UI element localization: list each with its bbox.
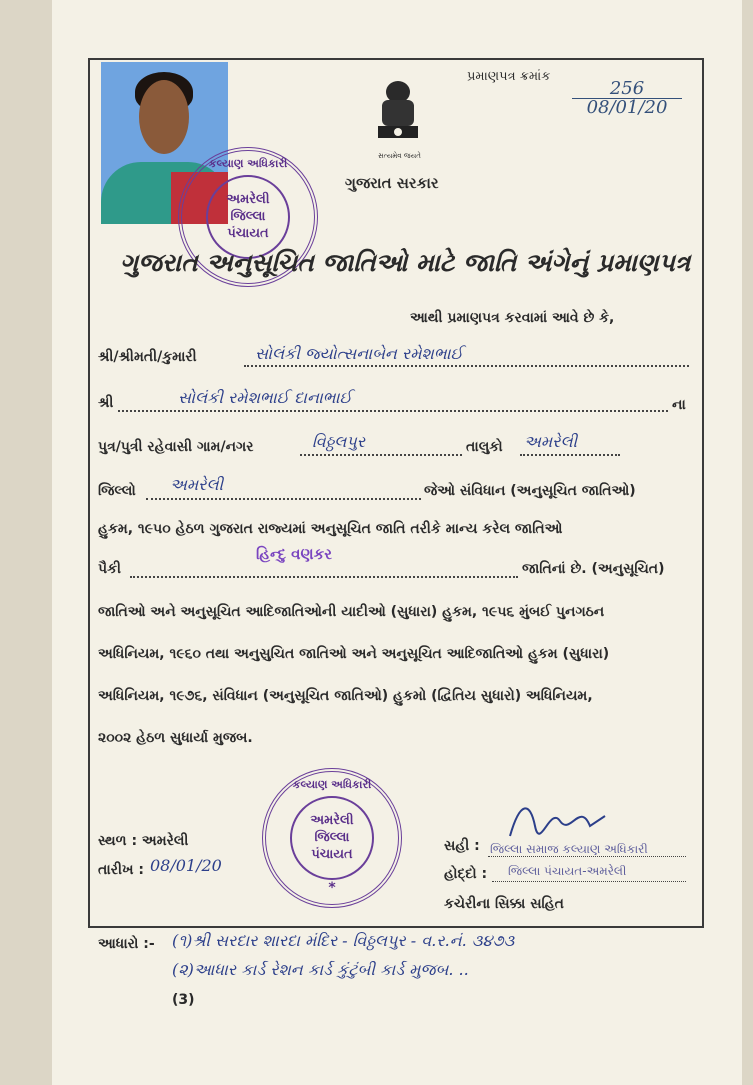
- officer-stamp-text: જિલ્લા સમાજ કલ્યાણ અધિકારી: [490, 842, 648, 856]
- order-line: હુકમ, ૧૯૫૦ હેઠળ ગુજરાત રાજ્યમાં અનુસૂચિત જાતિ તરીકે માન્ય કરેલ જાતિઓ: [98, 521, 563, 537]
- stamp-line: અમરેલી: [226, 192, 270, 207]
- signature-label: સહી :: [444, 838, 480, 854]
- government-name: ગુજરાત સરકાર: [345, 174, 439, 192]
- signature-icon: [500, 796, 610, 846]
- emblem-caption: સત્યમેવ જયતે: [378, 152, 421, 160]
- basis-item: (૨)આધાર કાર્ડ રેશન કાર્ડ કુંટુંબી કાર્ડ મુજબ. ..: [172, 960, 469, 979]
- certificate-number-value: 256: [572, 80, 682, 99]
- name-label: શ્રી/શ્રીમતી/કુમારી: [98, 349, 197, 365]
- signature-dotted-line: [488, 856, 686, 857]
- intro-line: આથી પ્રમાણપત્ર કરવામાં આવે છે કે,: [410, 310, 615, 326]
- taluka-value: અમરેલી: [524, 432, 578, 451]
- district-suffix: જેઓ સંવિધાન (અનુસૂચિત જાતિઓ): [424, 483, 636, 499]
- village-dotted-line: [300, 454, 462, 456]
- office-seal-note: કચેરીના સિક્કા સહિત: [444, 896, 564, 912]
- date-value: 08/01/20: [150, 856, 222, 875]
- caste-value: હિન્દુ વણકર: [256, 545, 332, 563]
- caste-label: પૈકી: [98, 561, 121, 577]
- taluka-label: તાલુકો: [466, 439, 503, 455]
- body-line: અધિનિયમ, ૧૯૭૬, સંવિધાન (અનુસૂચિત જાતિઓ) હુકમો (દ્વિતિય સુધારો) અધિનિયમ,: [98, 688, 593, 704]
- body-line: જાતિઓ અને અનુસૂચિત આદિજાતિઓની યાદીઓ (સુધારા) હુકમ, ૧૯૫૬ મુંબઈ પુનગઠન: [98, 604, 605, 620]
- name-dotted-line: [244, 365, 689, 367]
- certificate-number-label: પ્રમાણપત્ર ક્રમાંક: [467, 69, 551, 84]
- basis-item: (૧)શ્રી સરદાર શારદા મંદિર - વિઠ્ઠલપુર - વ.ર.નં. ૩૪૭૩: [172, 931, 515, 950]
- stamp-line: પંચાયત: [311, 847, 353, 862]
- district-dotted-line: [146, 498, 421, 500]
- body-line: અધિનિયમ, ૧૯૬૦ તથા અનુસુચિત જાતિઓ અને અનુસૂચિત આદિજાતિઓ હુકમ (સુધારા): [98, 646, 610, 662]
- certificate-number-date: 08/01/20: [586, 97, 668, 118]
- father-label: શ્રી: [98, 395, 114, 411]
- caste-suffix: જાતિનાં છે. (અનુસૂચિત): [522, 561, 665, 577]
- star-icon: *: [328, 880, 336, 896]
- district-label: જિલ્લો: [98, 483, 136, 499]
- stamp-top-text: કલ્યાણ અધિકારી: [208, 157, 288, 170]
- post-dotted-line: [492, 881, 686, 882]
- father-dotted-line: [118, 410, 668, 412]
- father-suffix: ના: [672, 397, 686, 413]
- certificate-title: ગુજરાત અનુસૂચિત જાતિઓ માટે જાતિ અંગેનું પ્રમાણપત્ર: [120, 248, 691, 277]
- place-label: સ્થળ : અમરેલી: [98, 833, 189, 849]
- name-value: સોલંકી જ્યોત્સનાબેન રમેશભાઈ: [255, 344, 463, 363]
- village-value: વિઠ્ઠલપુર: [312, 432, 366, 451]
- stamp-line: જિલ્લા: [230, 209, 266, 224]
- post-value: જિલ્લા પંચાયત-અમરેલી: [508, 864, 627, 878]
- stamp-line: જિલ્લા: [314, 830, 350, 845]
- caste-dotted-line: [130, 576, 518, 578]
- basis-item: (3): [172, 992, 195, 1008]
- national-emblem-icon: [372, 78, 424, 156]
- stamp-line: પંચાયત: [227, 226, 269, 241]
- post-label: હોદ્દો :: [444, 866, 488, 882]
- body-line: ૨૦૦૨ હેઠળ સુધાર્યા મુજબ.: [98, 730, 253, 746]
- district-value: અમરેલી: [170, 475, 224, 494]
- taluka-dotted-line: [520, 454, 620, 456]
- stamp-top-text: કલ્યાણ અધિકારી: [292, 778, 372, 791]
- certificate-number: [572, 80, 682, 117]
- seal-stamp-bottom: [262, 768, 402, 908]
- stamp-line: અમરેલી: [310, 813, 354, 828]
- village-label: પુત્ર/પુત્રી રહેવાસી ગામ/નગર: [98, 439, 254, 455]
- father-value: સોલંકી રમેશભાઈ દાનાભાઈ: [178, 388, 352, 407]
- date-label: તારીખ :: [98, 862, 144, 878]
- basis-label: આધારો :-: [98, 936, 155, 952]
